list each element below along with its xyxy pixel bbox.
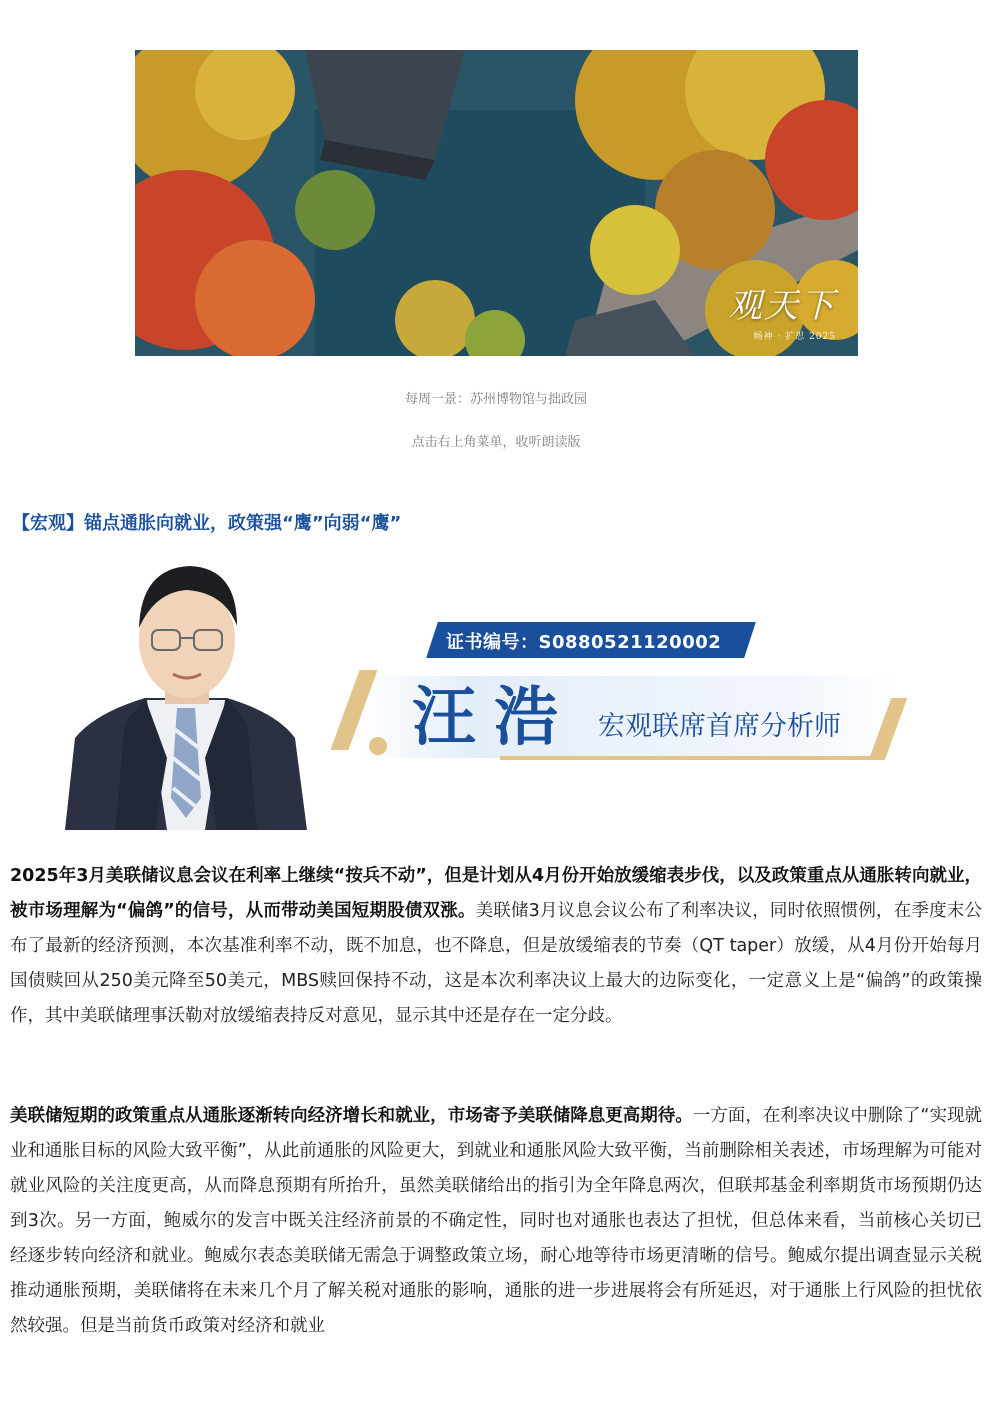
banner-brand: [728, 278, 836, 342]
gold-dot: [369, 737, 387, 755]
analyst-name: 汪浩: [412, 681, 576, 755]
paragraph-1: [10, 859, 982, 1034]
analyst-card: [0, 548, 992, 838]
section-title: 【宏观】锚点通胀向就业，政策强“鹰”向弱“鹰”: [12, 513, 402, 534]
analyst-portrait: [55, 548, 317, 830]
image-caption: 每周一景：苏州博物馆与拙政园: [404, 392, 587, 407]
paragraph-2-body: 一方面，在利率决议中删除了“实现就业和通胀目标的风险大致平衡”，从此前通胀的风险更大，到就业和通胀风险大致平衡，当前删除相关表述，市场理解为可能对就业风险的关注度更高，从而降息预期有所抬升，虽然美联储给出的指引为全年降息两次，但联邦基金利率期货市场预期仍达到3次。另一方面，鲍威尔的发言中既关注经济前景的不确定性，同时也对通胀也表达了担忧，但总体来看，当前核心关切已经逐步转向经济和就业。鲍威尔表态美联储无需急于调整政策立场，耐心地等待市场更清晰的信号。鲍威尔提出调查显示关税推动通胀预期，美联储将在未来几个月了解关税对通胀的影响，通胀的进一步进展将会有所延迟，对于通胀上行风险的担忧依然较强。但是当前货币政策对经济和就业: [10, 1106, 982, 1336]
paragraph-1-body: 美联储3月议息会议公布了利率决议，同时依照惯例，在季度末公布了最新的经济预测，本次基准利率不动，既不加息，也不降息，但是放缓缩表的节奏（QT taper）放缓，从4月份开始每月国债赎回从250美元降至50美元，MBS赎回保持不动，这是本次利率决议上最大的边际变化，一定意义上是“偏鸽”的政策操作，其中美联储理事沃勒对放缓缩表持反对意见，显示其中还是存在一定分歧。: [10, 901, 982, 1026]
analyst-role: 宏观联席首席分析师: [598, 711, 841, 742]
audio-hint: 点击右上角菜单，收听朗读版: [411, 435, 581, 450]
banner-image: [135, 50, 858, 356]
paragraph-2-lead: 美联储短期的政策重点从通胀逐渐转向经济增长和就业，市场寄予美联储降息更高期待。: [10, 1106, 693, 1126]
cert-number: 证书编号：S0880521120002: [446, 632, 722, 653]
brand-title: 观天下: [728, 286, 836, 326]
paragraph-1-lead: 2025年3月美联储议息会议在利率上继续“按兵不动”，但是计划从4月份开始放缓缩表步伐，以及政策重点从通胀转向就业，被市场理解为“偏鸽”的信号，从而带动美国短期股债双涨。: [10, 866, 982, 921]
paragraph-2: [10, 1099, 982, 1344]
brand-subtitle: 畅神 · 扩思 2025: [753, 332, 836, 342]
